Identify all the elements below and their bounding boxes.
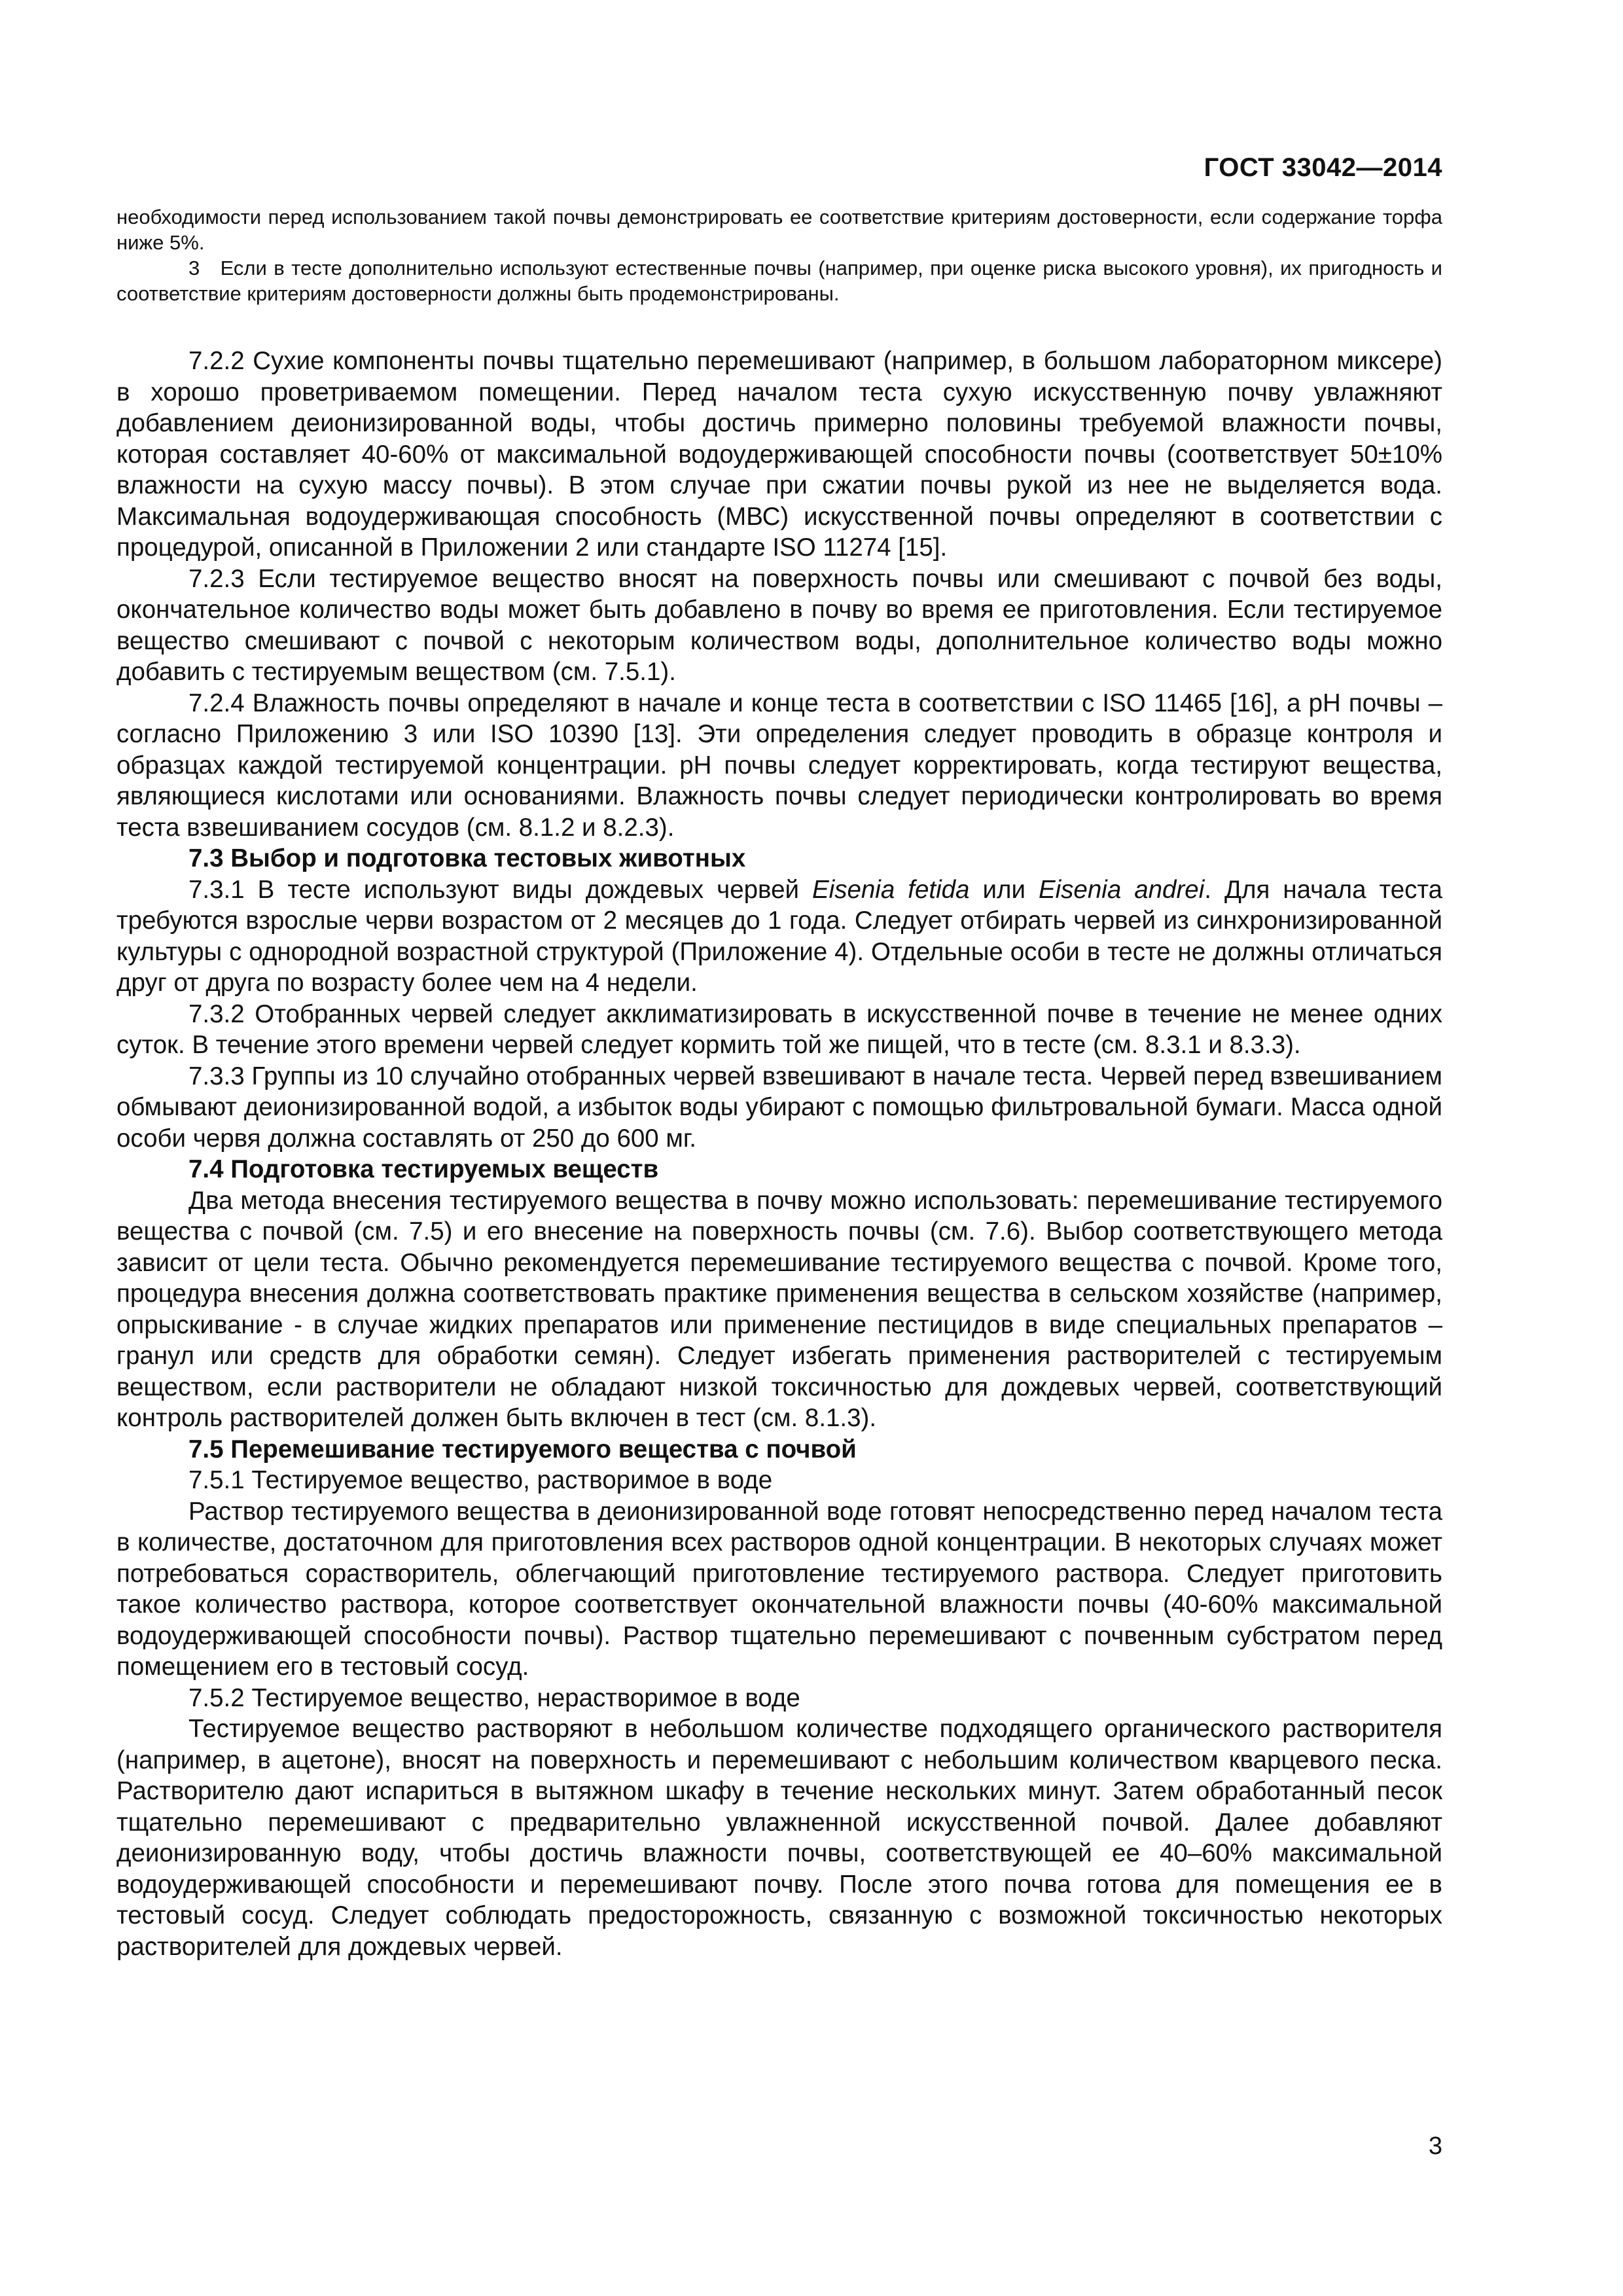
paragraph-7-5-2: 7.5.2 Тестируемое вещество, нерастворимое в воде: [188, 1683, 800, 1712]
page-number: 3: [1428, 2132, 1442, 2160]
note-3: [116, 255, 1442, 306]
paragraph-7-2-4: 7.2.4 Влажность почвы определяют в начале и конце теста в соответствии с ISO 11465 [16], а pH почвы – согласно Приложению 3 или ISO 10390 [13]. Эти определения следует проводить в образце контроля и образцах каждой тестируемой концентрации. pH почвы следует корректировать, когда тестируют вещества, являющиеся кислотами или основаниями. Влажность почвы следует периодически контролировать во время теста взвешиванием сосудов (см. 8.1.2 и 8.2.3).: [116, 689, 1442, 842]
paragraph-7-4: Два метода внесения тестируемого вещества в почву можно использовать: перемешивание тестируемого вещества с почвой (см. 7.5) и его внесение на поверхность почвы (см. 7.6). Выбор соответствующего метода зависит от цели теста. Обычно рекомендуется перемешивание тестируемого вещества с почвой. Кроме того, процедура внесения должна соответствовать практике применения вещества в сельском хозяйстве (например, опрыскивание - в случае жидких препаратов или применение пестицидов в виде специальных препаратов – гранул или средств для обработки семян). Следует избегать применения растворителей с тестируемым веществом, если растворители не обладают низкой токсичностью для дождевых червей, соответствующий контроль растворителей должен быть включен в тест (см. 8.1.3).: [116, 1186, 1442, 1432]
notes-block: [116, 204, 1442, 306]
main-text: [116, 346, 1442, 1962]
paragraph-7-5-1: 7.5.1 Тестируемое вещество, растворимое в воде: [188, 1466, 773, 1494]
text-run: . Для начала теста требуются взрослые черви возрастом от 2 месяцев до 1 года. Следует отбирать червей из синхронизированной культуры с однородной возрастной структурой (Приложение 4). Отдельные особи в тесте не должны отличаться друг от друга по возрасту более чем на 4 недели.: [116, 875, 1442, 997]
paragraph-7-3-2: 7.3.2 Отобранных червей следует акклиматизировать в искусственной почве в течение не менее одних суток. В течение этого времени червей следует кормить той же пищей, что в тесте (см. 8.3.1 и 8.3.3).: [116, 999, 1442, 1059]
note-text: Если в тесте дополнительно используют естественные почвы (например, при оценке риска высокого уровня), их пригодность и соответствие критериям достоверности должны быть продемонстрированы.: [116, 257, 1442, 305]
paragraph-7-5-1-body: Раствор тестируемого вещества в деионизированной воде готовят непосредственно перед началом теста в количестве, достаточном для приготовления всех растворов одной концентрации. В некоторых случаях может потребоваться сорастворитель, облегчающий приготовление тестируемого раствора. Следует приготовить такое количество раствора, которое соответствует окончательной влажности почвы (40-60% максимальной водоудерживающей способности почвы). Раствор тщательно перемешивают с почвенным субстратом перед помещением его в тестовый сосуд.: [116, 1497, 1442, 1681]
heading-7-4: 7.4 Подготовка тестируемых веществ: [188, 1155, 659, 1183]
paragraph-7-3-1: [116, 874, 1442, 999]
text-run: 7.3.1 В тесте используют виды дождевых червей: [188, 875, 812, 904]
note-continuation: необходимости перед использованием такой почвы демонстрировать ее соответствие критериям достоверности, если содержание торфа ниже 5%.: [116, 206, 1442, 254]
paragraph-7-3-3: 7.3.3 Группы из 10 случайно отобранных червей взвешивают в начале теста. Червей перед взвешиванием обмывают деионизированной водой, а избыток воды убирают с помощью фильтровальной бумаги. Масса одной особи червя должна составлять от 250 до 600 мг.: [116, 1062, 1442, 1153]
note-number: 3: [188, 257, 200, 279]
paragraph-7-2-2: 7.2.2 Сухие компоненты почвы тщательно перемешивают (например, в большом лабораторном миксере) в хорошо проветриваемом помещении. Перед началом теста сухую искусственную почву увлажняют добавлением деионизированной воды, чтобы достичь примерно половины требуемой влажности почвы, которая составляет 40-60% от максимальной водоудерживающей способности почвы (соответствует 50±10% влажности на сухую массу почвы). В этом случае при сжатии почвы рукой из нее не выделяется вода. Максимальная водоудерживающая способность (МВС) искусственной почвы определяют в соответствии с процедурой, описанной в Приложении 2 или стандарте ISO 11274 [15].: [116, 347, 1442, 562]
heading-7-5: 7.5 Перемешивание тестируемого вещества с почвой: [188, 1435, 857, 1463]
text-run: или: [969, 875, 1039, 904]
document-code: ГОСТ 33042—2014: [1204, 153, 1442, 182]
paragraph-7-5-2-body: Тестируемое вещество растворяют в небольшом количестве подходящего органического растворителя (например, в ацетоне), вносят на поверхность и перемешивают с небольшим количеством кварцевого песка. Растворителю дают испариться в вытяжном шкафу в течение нескольких минут. Затем обработанный песок тщательно перемешивают с предварительно увлажненной искусственной почвой. Далее добавляют деионизированную воду, чтобы достичь влажности почвы, соответствующей ее 40–60% максимальной водоудерживающей способности и перемешивают почву. После этого почва готова для помещения ее в тестовый сосуд. Следует соблюдать предосторожность, связанную с возможной токсичностью некоторых растворителей для дождевых червей.: [116, 1715, 1442, 1961]
species-name: Eisenia andrei: [1038, 875, 1205, 904]
heading-7-3: 7.3 Выбор и подготовка тестовых животных: [188, 844, 746, 872]
paragraph-7-2-3: 7.2.3 Если тестируемое вещество вносят на поверхность почвы или смешивают с почвой без воды, окончательное количество воды может быть добавлено в почву во время ее приготовления. Если тестируемое вещество смешивают с почвой с некоторым количеством воды, дополнительное количество воды можно добавить с тестируемым веществом (см. 7.5.1).: [116, 564, 1442, 686]
species-name: Eisenia fetida: [812, 875, 970, 904]
